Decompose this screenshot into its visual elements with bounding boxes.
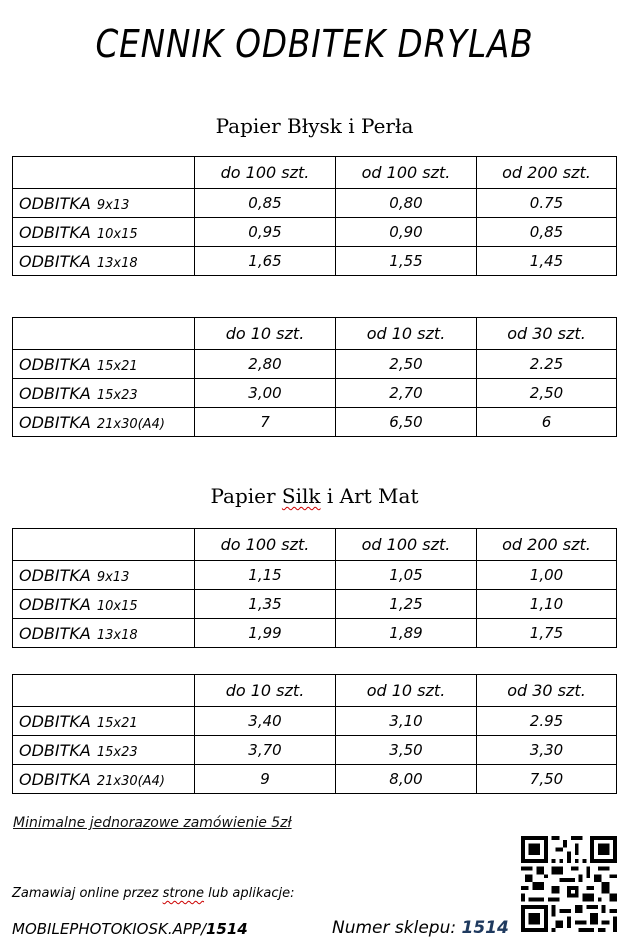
- header-cell: od 10 szt.: [336, 318, 477, 350]
- price-cell: 0,95: [195, 218, 336, 247]
- header-cell: od 30 szt.: [477, 318, 617, 350]
- table-row: [13, 590, 617, 619]
- qr-code-icon: [521, 836, 617, 932]
- price-cell: 3,10: [336, 707, 477, 736]
- section-heading-silk-art-mat: Papier Silk i Art Mat: [210, 484, 419, 508]
- row-label: ODBITKA 13x18: [13, 247, 195, 276]
- header-cell: [13, 675, 195, 707]
- row-label: ODBITKA 15x21: [13, 350, 195, 379]
- table-row: [13, 379, 617, 408]
- page-title: CENNIK ODBITEK DRYLAB: [95, 22, 534, 66]
- header-cell: od 200 szt.: [477, 157, 617, 189]
- price-cell: 1,99: [195, 619, 336, 648]
- price-table-silk-large: [12, 674, 617, 794]
- price-cell: 0,85: [477, 218, 617, 247]
- price-table-blysk-small: [12, 156, 617, 276]
- price-cell: 1,65: [195, 247, 336, 276]
- price-cell: 1,89: [336, 619, 477, 648]
- price-cell: 6: [477, 408, 617, 437]
- table-row: [13, 765, 617, 794]
- price-cell: 3,50: [336, 736, 477, 765]
- price-cell: 9: [195, 765, 336, 794]
- section-heading-blysk-perla: Papier Błysk i Perła: [215, 114, 414, 138]
- row-label: ODBITKA 10x15: [13, 590, 195, 619]
- price-cell: 2,50: [336, 350, 477, 379]
- price-cell: 1,05: [336, 561, 477, 590]
- price-cell: 7: [195, 408, 336, 437]
- header-cell: od 200 szt.: [477, 529, 617, 561]
- price-cell: 8,00: [336, 765, 477, 794]
- shop-number: Numer sklepu: 1514: [332, 918, 509, 938]
- row-label: ODBITKA 13x18: [13, 619, 195, 648]
- price-cell: 3,00: [195, 379, 336, 408]
- header-cell: od 100 szt.: [336, 157, 477, 189]
- price-cell: 7,50: [477, 765, 617, 794]
- table-row: [13, 707, 617, 736]
- price-cell: 1,55: [336, 247, 477, 276]
- price-cell: 3,70: [195, 736, 336, 765]
- price-cell: 2,80: [195, 350, 336, 379]
- price-cell: 3,40: [195, 707, 336, 736]
- price-cell: 0.75: [477, 189, 617, 218]
- row-label: ODBITKA 15x23: [13, 736, 195, 765]
- price-cell: 0,90: [336, 218, 477, 247]
- spellcheck-underline-word: Silk: [281, 484, 321, 508]
- order-online-note: Zamawiaj online przez strone lub aplikacje:: [12, 886, 295, 901]
- table-header-row: [13, 318, 617, 350]
- price-cell: 2.95: [477, 707, 617, 736]
- row-label: ODBITKA 10x15: [13, 218, 195, 247]
- table-row: [13, 247, 617, 276]
- header-cell: [13, 157, 195, 189]
- table-row: [13, 619, 617, 648]
- price-table-silk-small: [12, 528, 617, 648]
- price-cell: 1,15: [195, 561, 336, 590]
- table-header-row: [13, 529, 617, 561]
- header-cell: do 100 szt.: [195, 157, 336, 189]
- header-cell: do 10 szt.: [195, 675, 336, 707]
- table-row: [13, 350, 617, 379]
- price-table-blysk-large: [12, 317, 617, 437]
- header-cell: [13, 318, 195, 350]
- price-cell: 2,70: [336, 379, 477, 408]
- row-label: ODBITKA 15x23: [13, 379, 195, 408]
- row-label: ODBITKA 21x30(A4): [13, 408, 195, 437]
- website-address: MOBILEPHOTOKIOSK.APP/1514: [12, 920, 248, 938]
- table-header-row: [13, 675, 617, 707]
- price-cell: 1,35: [195, 590, 336, 619]
- row-label: ODBITKA 15x21: [13, 707, 195, 736]
- header-cell: od 10 szt.: [336, 675, 477, 707]
- row-label: ODBITKA 9x13: [13, 561, 195, 590]
- price-cell: 0,80: [336, 189, 477, 218]
- header-cell: od 100 szt.: [336, 529, 477, 561]
- header-cell: do 100 szt.: [195, 529, 336, 561]
- price-cell: 6,50: [336, 408, 477, 437]
- price-cell: 1,10: [477, 590, 617, 619]
- price-cell: 1,25: [336, 590, 477, 619]
- price-cell: 0,85: [195, 189, 336, 218]
- header-cell: [13, 529, 195, 561]
- table-row: [13, 189, 617, 218]
- spellcheck-underline-word: strone: [162, 886, 205, 901]
- price-cell: 1,75: [477, 619, 617, 648]
- row-label: ODBITKA 9x13: [13, 189, 195, 218]
- table-row: [13, 218, 617, 247]
- table-row: [13, 736, 617, 765]
- minimum-order-note: Minimalne jednorazowe zamówienie 5zł: [13, 815, 292, 831]
- price-cell: 2,50: [477, 379, 617, 408]
- price-cell: 1,45: [477, 247, 617, 276]
- header-cell: od 30 szt.: [477, 675, 617, 707]
- table-header-row: [13, 157, 617, 189]
- table-row: [13, 561, 617, 590]
- price-cell: 2.25: [477, 350, 617, 379]
- table-row: [13, 408, 617, 437]
- header-cell: do 10 szt.: [195, 318, 336, 350]
- price-cell: 3,30: [477, 736, 617, 765]
- row-label: ODBITKA 21x30(A4): [13, 765, 195, 794]
- price-cell: 1,00: [477, 561, 617, 590]
